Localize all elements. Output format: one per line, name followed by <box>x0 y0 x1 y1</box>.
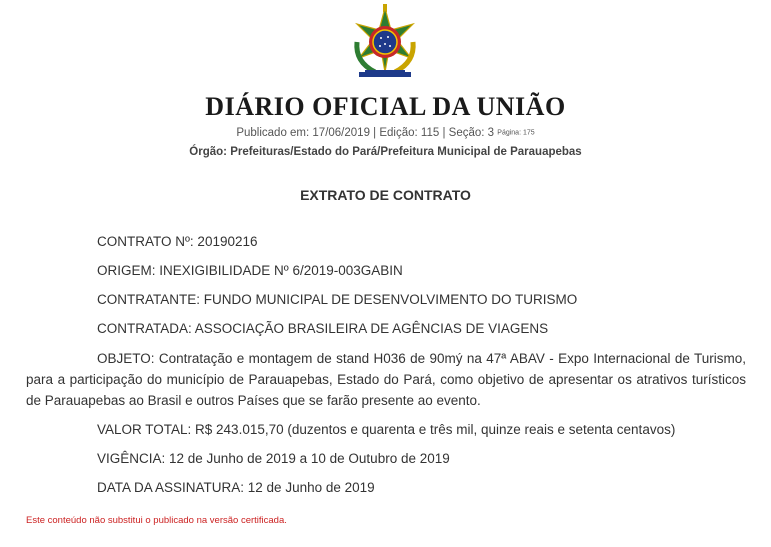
data-assinatura-line: DATA DA ASSINATURA: 12 de Junho de 2019 <box>97 480 375 495</box>
orgao-info <box>0 146 771 158</box>
contratada-line: CONTRATADA: ASSOCIAÇÃO BRASILEIRA DE AGÊNCIAS DE VIAGENS <box>97 321 549 336</box>
published-label: Publicado em: <box>236 127 310 139</box>
orgao-label: Órgão: <box>189 146 227 158</box>
edition-label: Edição: <box>379 127 418 139</box>
page-number: 175 <box>522 129 535 137</box>
origem-line: ORIGEM: INEXIGIBILIDADE Nº 6/2019-003GABIN <box>97 263 403 278</box>
brazil-coat-of-arms-icon <box>345 2 425 82</box>
disclaimer-text: Este conteúdo não substitui o publicado na versão certificada. <box>26 515 287 526</box>
edition-number: 115 <box>420 127 440 139</box>
publication-info: Publicado em: 17/06/2019 | Edição: 115 | Seção: 3 Página: 175 <box>236 127 535 139</box>
contrato-line: CONTRATO Nº: 20190216 <box>97 234 258 249</box>
section-number: 3 <box>487 127 495 139</box>
contratante-line: CONTRATANTE: FUNDO MUNICIPAL DE DESENVOLVIMENTO DO TURISMO <box>97 292 578 307</box>
section-label: Seção: <box>448 127 485 139</box>
page-title: DIÁRIO OFICIAL DA UNIÃO <box>205 92 566 121</box>
page-label: Página: <box>497 129 522 137</box>
document-heading: EXTRATO DE CONTRATO <box>300 187 471 203</box>
orgao-value: Prefeituras/Estado do Pará/Prefeitura Municipal de Parauapebas <box>230 146 582 158</box>
valor-total-line: VALOR TOTAL: R$ 243.015,70 (duzentos e quarenta e três mil, quinze reais e setenta centavos) <box>97 422 676 437</box>
objeto-paragraph: OBJETO: Contratação e montagem de stand H036 de 90mý na 47ª ABAV - Expo Internacional de Turismo, para a participação do município de Parauapebas, Estado do Pará, como objetivo de apresentar os atrativos turísticos de Parauapebas ao Brasil e outros Países que se farão presente ao evento. <box>26 351 746 408</box>
published-date: 17/06/2019 <box>312 127 370 139</box>
vigencia-line: VIGÊNCIA: 12 de Junho de 2019 a 10 de Outubro de 2019 <box>97 451 450 466</box>
